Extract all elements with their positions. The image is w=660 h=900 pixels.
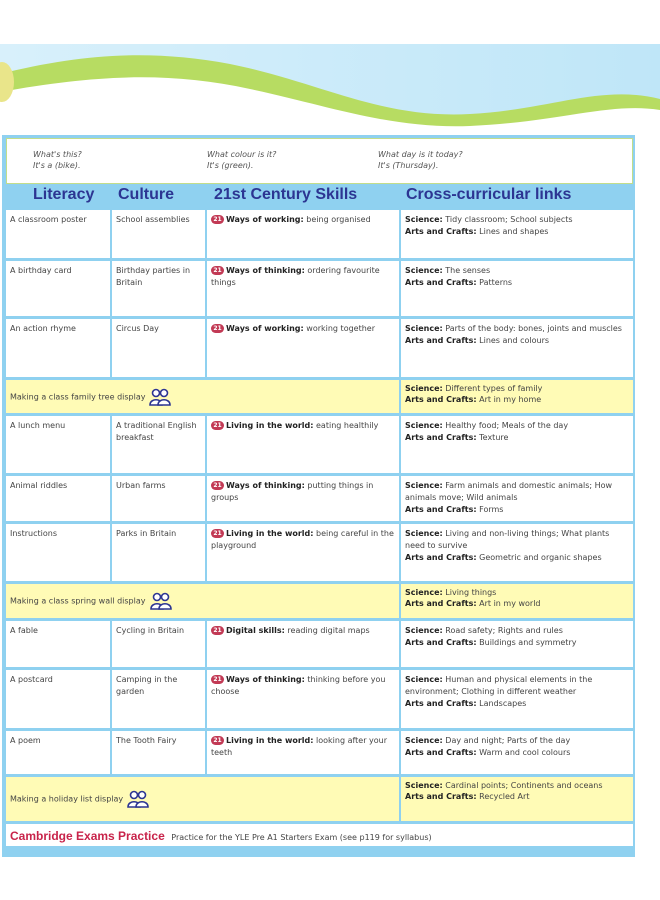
arts-link (405, 698, 629, 710)
cross-curricular-cell (401, 261, 633, 316)
science-text: Day and night; Parts of the day (442, 736, 571, 745)
skill-type: Living in the world: (226, 529, 314, 538)
literacy-cell (6, 731, 110, 774)
literacy-text: A poem (10, 736, 41, 745)
arts-link (405, 791, 629, 802)
cross-curricular-cell (401, 210, 633, 258)
science-text: Different types of family (442, 384, 543, 393)
skills-cell (207, 524, 399, 581)
science-link (405, 323, 629, 335)
arts-link (405, 598, 629, 609)
literacy-text: A fable (10, 626, 38, 635)
culture-text: The Tooth Fairy (116, 736, 177, 745)
skills-cell (207, 670, 399, 728)
science-link (405, 780, 629, 791)
phrases-box (6, 138, 633, 184)
culture-cell (112, 319, 205, 377)
skill-type: Living in the world: (226, 421, 314, 430)
arts-link (405, 637, 629, 649)
science-text: Living and non-living things; What plants need to survive (405, 529, 610, 550)
arts-link (405, 226, 629, 238)
arts-label: Arts and Crafts: (405, 505, 477, 514)
phrase-2 (207, 149, 276, 171)
science-text: Healthy food; Meals of the day (442, 421, 569, 430)
skill-text: being careful in the playground (211, 529, 394, 550)
science-text: Road safety; Rights and rules (442, 626, 563, 635)
arts-link (405, 394, 629, 405)
skills-cell (207, 210, 399, 258)
literacy-text: A classroom poster (10, 215, 87, 224)
culture-text: Cycling in Britain (116, 626, 185, 635)
phrase-3 (378, 149, 463, 171)
cross-curricular-cell (401, 476, 633, 521)
culture-cell (112, 524, 205, 581)
arts-link (405, 432, 629, 444)
culture-text: A traditional English breakfast (116, 421, 197, 442)
skill-text: being organised (303, 215, 371, 224)
header-cross-curricular-links: Cross-curricular links (406, 186, 572, 203)
arts-label: Arts and Crafts: (405, 227, 477, 236)
science-text: Cardinal points; Continents and oceans (442, 781, 603, 790)
cross-curricular-cell (401, 621, 633, 667)
skills-21-icon: 21 (211, 215, 224, 224)
arts-text: Warm and cool colours (476, 748, 571, 757)
literacy-text: A birthday card (10, 266, 72, 275)
science-label: Science: (405, 588, 443, 597)
science-label: Science: (405, 384, 443, 393)
group-people-icon (150, 592, 172, 610)
literacy-cell (6, 524, 110, 581)
culture-cell (112, 210, 205, 258)
culture-cell (112, 731, 205, 774)
literacy-cell (6, 319, 110, 377)
culture-cell (112, 621, 205, 667)
header-culture: Culture (118, 186, 174, 203)
science-label: Science: (405, 781, 443, 790)
header-21st-century-skills: 21st Century Skills (214, 186, 358, 203)
literacy-cell (6, 261, 110, 316)
arts-text: Landscapes (476, 699, 527, 708)
phrase-answer: It's (green). (207, 161, 254, 170)
science-link (405, 420, 629, 432)
project-cell (6, 777, 399, 821)
science-label: Science: (405, 421, 443, 430)
phrase-answer: It's a (bike). (33, 161, 81, 170)
group-people-icon (127, 790, 149, 808)
culture-text: Birthday parties in Britain (116, 266, 191, 287)
culture-text: Circus Day (116, 324, 159, 333)
culture-text: School assemblies (116, 215, 190, 224)
literacy-cell (6, 476, 110, 521)
skill-type: Ways of thinking: (226, 675, 305, 684)
science-label: Science: (405, 266, 443, 275)
science-label: Science: (405, 215, 443, 224)
skills-21-icon: 21 (211, 626, 224, 635)
skill-type: Living in the world: (226, 736, 314, 745)
arts-text: Forms (476, 505, 504, 514)
culture-cell (112, 476, 205, 521)
cross-curricular-cell (401, 670, 633, 728)
skills-21-icon: 21 (211, 675, 224, 684)
arts-link (405, 504, 629, 516)
arts-label: Arts and Crafts: (405, 336, 477, 345)
skills-21-icon: 21 (211, 481, 224, 490)
literacy-cell (6, 670, 110, 728)
science-text: Living things (442, 588, 497, 597)
science-link (405, 674, 629, 698)
science-label: Science: (405, 626, 443, 635)
culture-cell (112, 261, 205, 316)
science-text: Human and physical elements in the environment; Clothing in different weather (405, 675, 593, 696)
phrase-question: What's this? (33, 150, 82, 159)
science-text: Tidy classroom; School subjects (442, 215, 573, 224)
cross-curricular-cell (401, 319, 633, 377)
literacy-text: Instructions (10, 529, 57, 538)
skills-cell (207, 261, 399, 316)
culture-cell (112, 416, 205, 473)
science-link (405, 625, 629, 637)
project-cross-curricular-cell (401, 380, 633, 413)
literacy-text: Animal riddles (10, 481, 68, 490)
arts-text: Art in my world (476, 599, 541, 608)
project-cross-curricular-cell (401, 584, 633, 618)
science-label: Science: (405, 324, 443, 333)
skill-text: ordering favourite things (211, 266, 380, 287)
literacy-cell (6, 210, 110, 258)
culture-cell (112, 670, 205, 728)
arts-link (405, 747, 629, 759)
project-cell (6, 584, 399, 618)
project-label: Making a class family tree display (10, 392, 146, 401)
science-text: The senses (442, 266, 491, 275)
science-link (405, 383, 629, 394)
skills-cell (207, 319, 399, 377)
skills-cell (207, 416, 399, 473)
science-link (405, 214, 629, 226)
cross-curricular-cell (401, 416, 633, 473)
science-text: Parts of the body: bones, joints and muscles (442, 324, 622, 333)
arts-text: Lines and shapes (476, 227, 549, 236)
science-link (405, 265, 629, 277)
literacy-text: An action rhyme (10, 324, 76, 333)
arts-text: Recycled Art (476, 792, 530, 801)
arts-link (405, 552, 629, 564)
skills-21-icon: 21 (211, 421, 224, 430)
arts-label: Arts and Crafts: (405, 638, 477, 647)
project-label: Making a class spring wall display (10, 596, 146, 606)
arts-label: Arts and Crafts: (405, 553, 477, 562)
skills-21-icon: 21 (211, 266, 224, 275)
skills-21-icon: 21 (211, 324, 224, 333)
arts-text: Geometric and organic shapes (476, 553, 602, 562)
science-link (405, 735, 629, 747)
arts-label: Arts and Crafts: (405, 748, 477, 757)
skill-type: Ways of thinking: (226, 266, 305, 275)
project-cross-curricular-cell (401, 777, 633, 821)
phrase-question: What day is it today? (378, 150, 463, 159)
arts-text: Art in my home (476, 395, 542, 404)
skill-text: working together (303, 324, 375, 333)
arts-link (405, 335, 629, 347)
arts-label: Arts and Crafts: (405, 395, 477, 404)
literacy-text: A postcard (10, 675, 53, 684)
science-label: Science: (405, 529, 443, 538)
decorative-wave-banner (0, 44, 660, 144)
skill-type: Ways of working: (226, 324, 304, 333)
science-link (405, 587, 629, 598)
culture-text: Parks in Britain (116, 529, 177, 538)
skill-type: Ways of working: (226, 215, 304, 224)
arts-label: Arts and Crafts: (405, 278, 477, 287)
project-label: Making a holiday list display (10, 794, 124, 804)
footer-text: Practice for the YLE Pre A1 Starters Exam (see p119 for syllabus) (171, 833, 432, 842)
arts-label: Arts and Crafts: (405, 433, 477, 442)
skill-text: looking after your teeth (211, 736, 388, 757)
cross-curricular-cell (401, 524, 633, 581)
skills-cell (207, 731, 399, 774)
arts-label: Arts and Crafts: (405, 599, 477, 608)
skill-text: putting things in groups (211, 481, 374, 502)
arts-text: Buildings and symmetry (476, 638, 577, 647)
skills-21-icon: 21 (211, 529, 224, 538)
project-cell (6, 380, 399, 413)
skill-type: Digital skills: (226, 626, 285, 635)
culture-text: Urban farms (116, 481, 166, 490)
literacy-cell (6, 416, 110, 473)
skills-cell (207, 476, 399, 521)
skills-21-icon: 21 (211, 736, 224, 745)
phrase-1 (33, 149, 82, 171)
footer-title: Cambridge Exams Practice (10, 829, 165, 843)
skill-type: Ways of thinking: (226, 481, 305, 490)
science-label: Science: (405, 481, 443, 490)
phrase-answer: It's (Thursday). (378, 161, 439, 170)
skill-text: thinking before you choose (211, 675, 386, 696)
arts-label: Arts and Crafts: (405, 699, 477, 708)
science-text: Farm animals and domestic animals; How animals move; Wild animals (405, 481, 613, 502)
arts-text: Lines and colours (476, 336, 550, 345)
culture-text: Camping in the garden (116, 675, 178, 696)
phrase-question: What colour is it? (207, 150, 277, 159)
arts-link (405, 277, 629, 289)
arts-text: Texture (476, 433, 509, 442)
arts-text: Patterns (476, 278, 513, 287)
science-label: Science: (405, 675, 443, 684)
cross-curricular-cell (401, 731, 633, 774)
group-people-icon (149, 388, 171, 406)
header-literacy: Literacy (33, 186, 95, 203)
science-link (405, 528, 629, 552)
literacy-text: A lunch menu (10, 421, 66, 430)
science-link (405, 480, 629, 504)
footer-exam-practice (6, 824, 633, 846)
arts-label: Arts and Crafts: (405, 792, 477, 801)
skill-text: reading digital maps (284, 626, 370, 635)
literacy-cell (6, 621, 110, 667)
science-label: Science: (405, 736, 443, 745)
skills-cell (207, 621, 399, 667)
skill-text: eating healthily (313, 421, 379, 430)
